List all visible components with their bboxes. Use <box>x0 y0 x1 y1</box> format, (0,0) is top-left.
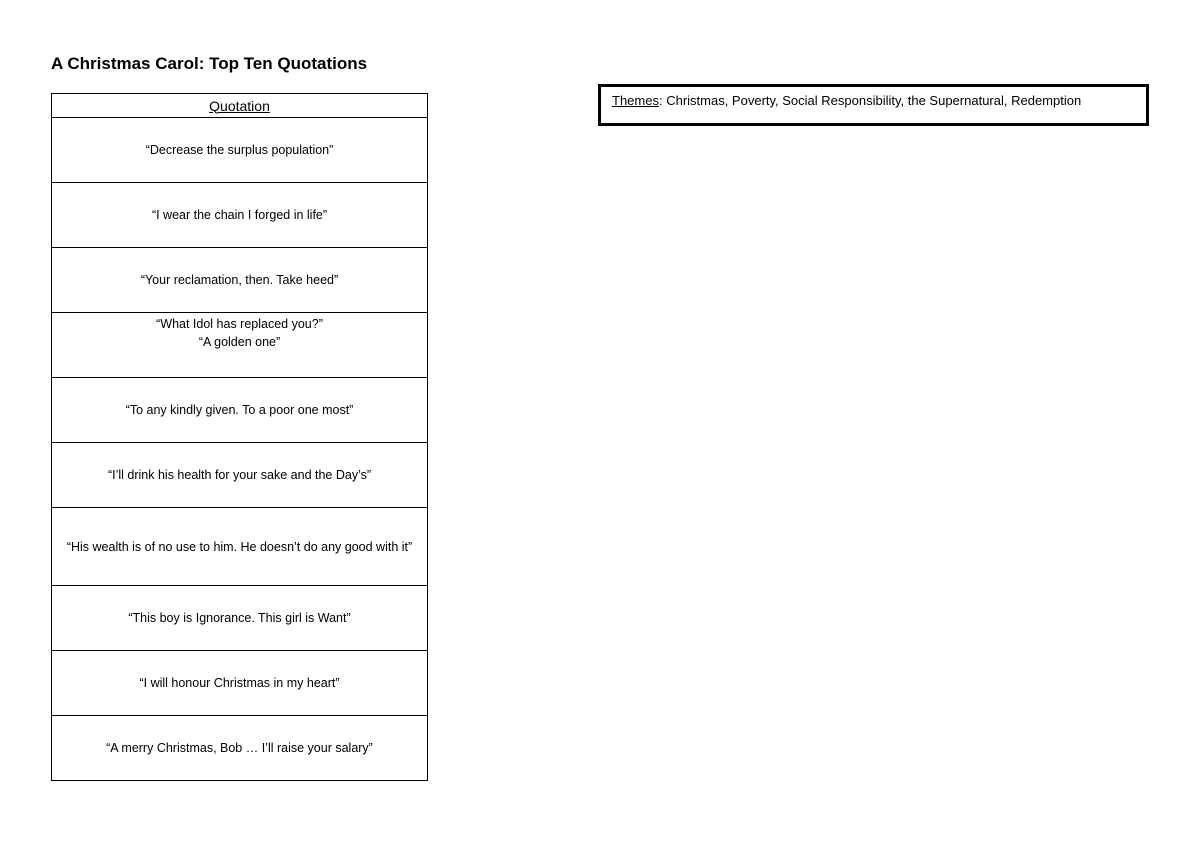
quotation-cell <box>52 118 428 183</box>
themes-box <box>598 84 1149 126</box>
quotation-cell <box>52 313 428 378</box>
table-row <box>52 183 428 248</box>
quotation-text: “A merry Christmas, Bob … I’ll raise your salary” <box>106 741 373 755</box>
themes-label: Themes <box>612 93 659 108</box>
quotations-table <box>51 93 428 781</box>
table-row <box>52 118 428 183</box>
table-row <box>52 508 428 586</box>
themes-list: Christmas, Poverty, Social Responsibility, the Supernatural, Redemption <box>662 93 1082 108</box>
table-row <box>52 378 428 443</box>
quotation-cell <box>52 378 428 443</box>
quotation-cell <box>52 183 428 248</box>
table-row <box>52 716 428 781</box>
quotation-text: “I wear the chain I forged in life” <box>151 208 328 222</box>
quotation-text: “Decrease the surplus population” <box>145 143 334 157</box>
quotation-text: “To any kindly given. To a poor one most” <box>125 403 354 417</box>
quotation-cell <box>52 508 428 586</box>
table-row <box>52 651 428 716</box>
quotation-text: “A golden one” <box>198 335 281 349</box>
quotation-cell <box>52 443 428 508</box>
table-header-row <box>52 94 428 118</box>
quotation-text: “This boy is Ignorance. This girl is Want” <box>128 611 351 625</box>
quotation-text: “His wealth is of no use to him. He doesn’t do any good with it” <box>66 539 413 554</box>
table-row <box>52 586 428 651</box>
quotation-cell <box>52 716 428 781</box>
quotation-text: “I will honour Christmas in my heart” <box>139 676 340 690</box>
quotation-text: “What Idol has replaced you?” <box>156 317 323 331</box>
themes-separator: : <box>658 93 663 108</box>
table-row <box>52 248 428 313</box>
quotation-cell <box>52 248 428 313</box>
quotation-column-header: Quotation <box>52 94 428 118</box>
quotation-cell <box>52 586 428 651</box>
quotation-text: “Your reclamation, then. Take heed” <box>140 273 339 287</box>
table-row <box>52 313 428 378</box>
page-title: A Christmas Carol: Top Ten Quotations <box>51 54 368 73</box>
quotation-text: “I’ll drink his health for your sake and the Day’s” <box>107 468 372 482</box>
quotation-cell <box>52 651 428 716</box>
table-row <box>52 443 428 508</box>
